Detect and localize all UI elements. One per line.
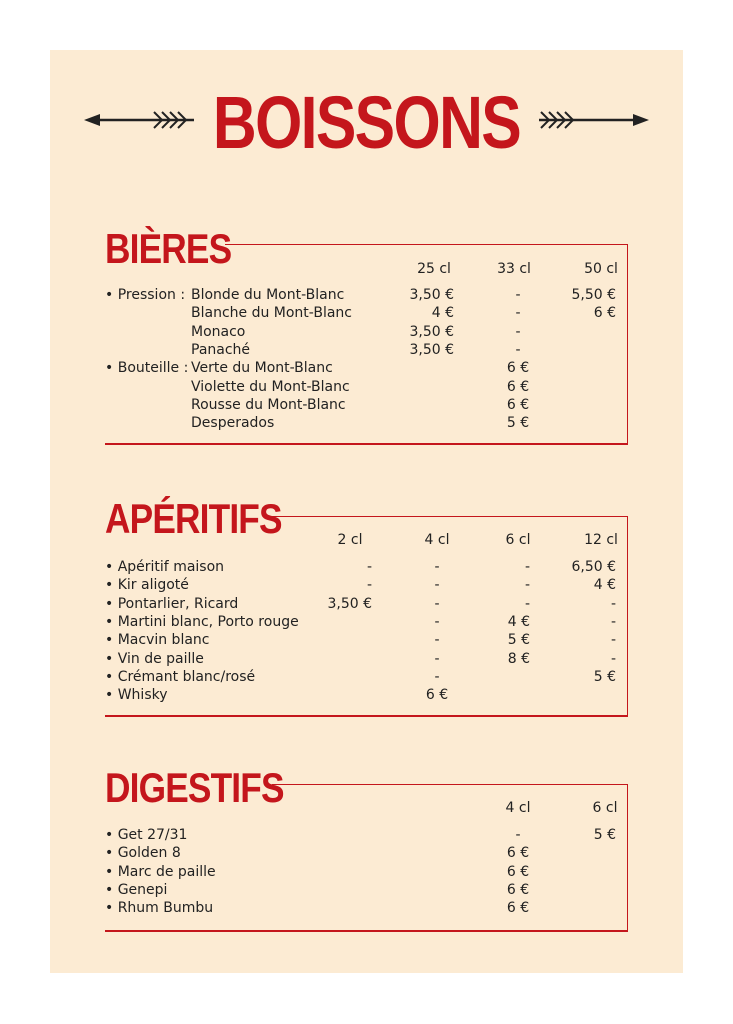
column-header: 2 cl xyxy=(337,532,363,548)
menu-item-price: - xyxy=(610,650,616,667)
menu-item-price: - xyxy=(434,559,440,575)
menu-item-name: • Macvin blanc xyxy=(105,632,210,649)
menu-item-name: • Kir aligoté xyxy=(105,577,189,594)
menu-item-price: - xyxy=(524,577,530,594)
menu-item-name: • Pontarlier, Ricard xyxy=(105,595,239,612)
menu-item-name: • Apéritif maison xyxy=(105,559,225,575)
menu-page xyxy=(50,50,683,973)
menu-item-name: Rousse du Mont-Blanc xyxy=(191,396,346,413)
menu-item-price: 5 € xyxy=(593,827,616,843)
menu-item-price: 6 € xyxy=(506,900,530,917)
section-title-aperitifs: APÉRITIFS xyxy=(105,495,282,542)
menu-item-price: 5 € xyxy=(506,415,530,432)
group-label-pression: • Pression : xyxy=(105,287,186,303)
menu-item-price: 6 € xyxy=(506,378,530,395)
arrow-right-icon xyxy=(537,108,649,132)
menu-item-price: 6 € xyxy=(506,360,530,377)
menu-item-name: Monaco xyxy=(191,323,246,340)
menu-item-price: - xyxy=(515,341,521,358)
column-header: 4 cl xyxy=(505,800,531,816)
menu-item-price: - xyxy=(515,323,521,340)
group-label-bouteille: • Bouteille : xyxy=(105,360,189,376)
menu-item-price: 6 € xyxy=(506,396,530,413)
menu-item-name: • Golden 8 xyxy=(105,845,181,862)
column-header: 6 cl xyxy=(592,800,618,816)
section-frame-digestifs xyxy=(272,784,628,932)
menu-item-price: 3,50 € xyxy=(409,287,454,303)
menu-item-price: - xyxy=(610,613,616,630)
menu-item-price: - xyxy=(434,595,440,612)
section-bottom-bieres xyxy=(105,443,628,445)
menu-item-price: - xyxy=(610,632,616,649)
column-header: 4 cl xyxy=(424,532,450,548)
menu-item-price: 4 € xyxy=(431,305,454,322)
menu-item-name: • Genepi xyxy=(105,881,168,898)
menu-item-price: 6 € xyxy=(593,305,616,322)
menu-item-price: - xyxy=(434,668,440,685)
menu-item-price: - xyxy=(610,595,616,612)
menu-item-name: Blonde du Mont-Blanc xyxy=(191,287,345,303)
menu-item-price: 4 € xyxy=(507,613,530,630)
menu-item-name: • Rhum Bumbu xyxy=(105,900,214,917)
section-title-digestifs: DIGESTIFS xyxy=(105,764,284,811)
menu-item-price: 6,50 € xyxy=(571,559,616,575)
menu-item-name: • Whisky xyxy=(105,687,168,704)
menu-item-name: • Crémant blanc/rosé xyxy=(105,668,256,685)
menu-item-price: - xyxy=(524,559,530,575)
menu-item-price: - xyxy=(434,577,440,594)
page-title: BOISSONS xyxy=(212,81,521,164)
menu-item-price: 6 € xyxy=(506,845,530,862)
menu-item-name: • Martini blanc, Porto rouge xyxy=(105,613,299,630)
menu-item-name: Verte du Mont-Blanc xyxy=(191,360,333,377)
column-header: 33 cl xyxy=(497,261,531,277)
column-header: 25 cl xyxy=(417,261,451,277)
menu-item-price: 6 € xyxy=(425,687,449,704)
menu-item-price: - xyxy=(366,577,372,594)
menu-item-price: - xyxy=(434,650,440,667)
column-header: 12 cl xyxy=(584,532,618,548)
menu-item-name: Desperados xyxy=(191,415,275,432)
menu-item-price: 3,50 € xyxy=(409,323,454,340)
section-bottom-aperitifs xyxy=(105,715,628,717)
menu-item-price: 4 € xyxy=(593,577,616,594)
menu-item-price: - xyxy=(434,632,440,649)
menu-item-price: 3,50 € xyxy=(327,595,372,612)
menu-item-name: Violette du Mont-Blanc xyxy=(191,378,350,395)
menu-item-price: 5 € xyxy=(507,632,530,649)
menu-item-price: 5,50 € xyxy=(571,287,616,303)
section-title-bieres: BIÈRES xyxy=(105,225,232,272)
section-bottom-digestifs xyxy=(105,930,628,932)
menu-item-price: - xyxy=(515,287,521,303)
menu-item-price: 3,50 € xyxy=(409,341,454,358)
menu-item-price: - xyxy=(434,613,440,630)
menu-item-price: - xyxy=(515,827,521,843)
menu-item-price: - xyxy=(366,559,372,575)
column-header: 6 cl xyxy=(505,532,531,548)
menu-item-price: - xyxy=(524,595,530,612)
menu-item-price: 8 € xyxy=(507,650,530,667)
menu-item-name: Blanche du Mont-Blanc xyxy=(191,305,352,322)
menu-item-name: Panaché xyxy=(191,341,251,358)
menu-item-name: • Vin de paille xyxy=(105,650,204,667)
menu-item-name: • Get 27/31 xyxy=(105,827,188,843)
menu-item-name: • Marc de paille xyxy=(105,863,216,880)
menu-item-price: 6 € xyxy=(506,881,530,898)
column-header: 50 cl xyxy=(584,261,618,277)
menu-item-price: 6 € xyxy=(506,863,530,880)
menu-item-price: - xyxy=(515,305,521,322)
menu-item-price: 5 € xyxy=(593,668,616,685)
